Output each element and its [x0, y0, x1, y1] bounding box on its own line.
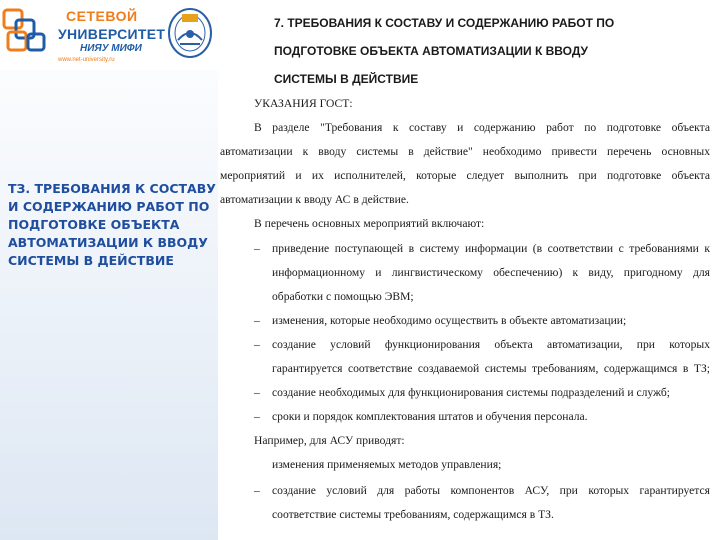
university-emblem-icon [166, 6, 214, 60]
list-bullet-dash: – [254, 386, 260, 399]
paragraph-line: мероприятий и их исполнителей, которые следует выполнить при подготовке объекта [220, 169, 710, 182]
example-item-line: соответствие системы требованиям, содержащимся в ТЗ. [272, 508, 554, 521]
list-item-line: приведение поступающей в систему информации (в соответствии с требованиями к [272, 242, 710, 255]
logo-text-line1: СЕТЕВОЙ [66, 8, 138, 24]
list-intro: В перечень основных мероприятий включают: [254, 217, 485, 230]
list-bullet-dash: – [254, 242, 260, 255]
network-university-logo-icon [2, 6, 48, 56]
list-bullet-dash: – [254, 314, 260, 327]
paragraph-line: В разделе "Требования к составу и содержанию работ по подготовке объекта [254, 121, 710, 134]
paragraph-line: автоматизации к вводу АС в действие. [220, 193, 409, 206]
logo-text-line2: УНИВЕРСИТЕТ [58, 26, 166, 42]
section-heading-line1: 7. ТРЕБОВАНИЯ К СОСТАВУ И СОДЕРЖАНИЮ РАБОТ ПО [274, 16, 615, 30]
list-item-line: информационному и лингвистическому обеспечению) к виду, пригодному для [272, 266, 710, 279]
section-heading-line2: ПОДГОТОВКЕ ОБЪЕКТА АВТОМАТИЗАЦИИ К ВВОДУ [274, 44, 588, 58]
list-bullet-dash: – [254, 410, 260, 423]
list-item-line: изменения, которые необходимо осуществить в объекте автоматизации; [272, 314, 627, 327]
document-scan [218, 0, 720, 540]
logo-url: www.net-university.ru [58, 57, 115, 63]
list-item-line: создание условий функционирования объекта автоматизации, при которых [272, 338, 710, 351]
left-panel [0, 0, 218, 540]
list-item-line: сроки и порядок комплектования штатов и обучения персонала. [272, 410, 588, 423]
example-item-line: создание условий для работы компонентов АСУ, при которых гарантируется [272, 484, 710, 497]
example-item-line: изменения применяемых методов управления; [272, 458, 502, 471]
paragraph-line: автоматизации к вводу системы в действие" необходимо привести перечень основных [220, 145, 710, 158]
logo-text-line3: НИЯУ МИФИ [80, 43, 142, 54]
example-intro: Например, для АСУ приводят: [254, 434, 405, 447]
list-item-line: гарантируется соответствие создаваемой системы требованиям, содержащимся в ТЗ; [272, 362, 710, 375]
list-item-line: обработки с помощью ЭВМ; [272, 290, 414, 303]
logo-area [0, 0, 218, 70]
list-bullet-dash: – [254, 338, 260, 351]
list-bullet-dash: – [254, 484, 260, 497]
gost-label: УКАЗАНИЯ ГОСТ: [254, 97, 353, 110]
list-item-line: создание необходимых для функционирования системы подразделений и служб; [272, 386, 671, 399]
section-heading-line3: СИСТЕМЫ В ДЕЙСТВИЕ [274, 72, 419, 86]
slide-title: ТЗ. ТРЕБОВАНИЯ К СОСТАВУ И СОДЕРЖАНИЮ РАБОТ ПО ПОДГОТОВКЕ ОБЪЕКТА АВТОМАТИЗАЦИИ К ВВОДУ СИСТЕМЫ В ДЕЙСТВИЕ [8, 181, 216, 268]
